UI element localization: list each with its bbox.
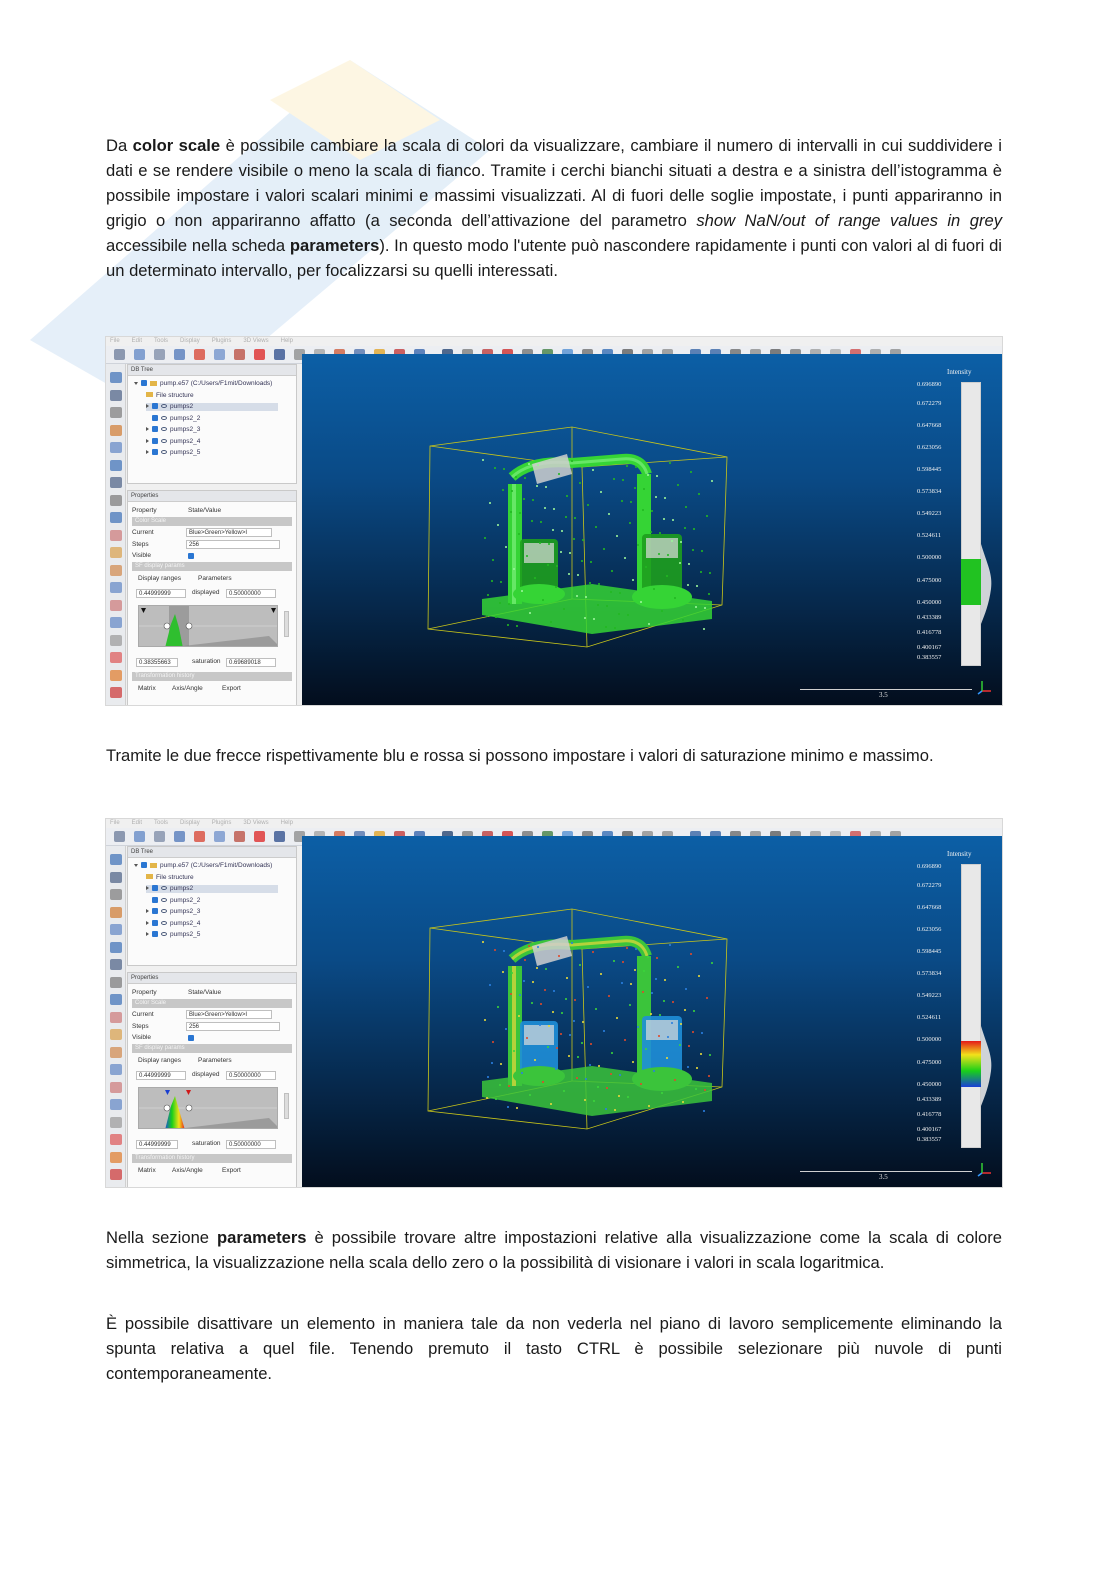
toolbar-tool-icon[interactable] — [214, 349, 225, 360]
tree-item[interactable] — [146, 403, 278, 411]
checkbox-checked-icon[interactable] — [141, 380, 147, 386]
side-tool-icon[interactable] — [110, 1152, 122, 1163]
color-scale-section: Color Scale — [132, 999, 292, 1008]
point-cloud-icon — [161, 450, 167, 454]
tree-item-label: pumps2_2 — [170, 414, 201, 422]
tree-item[interactable] — [152, 897, 200, 905]
saturation-max-spinbox[interactable]: 0.50000000 — [226, 1140, 276, 1149]
axis-trihedron-icon — [976, 679, 992, 695]
expand-arrow-icon[interactable] — [146, 886, 149, 890]
toolbar-tool-icon[interactable] — [134, 831, 145, 842]
checkbox-checked-icon[interactable] — [152, 403, 158, 409]
scale-histogram — [981, 1026, 995, 1106]
properties-title: Properties — [128, 491, 296, 502]
side-tool-icon[interactable] — [110, 635, 122, 646]
3d-viewport[interactable] — [302, 354, 1003, 706]
scale-tick-label: 0.549223 — [917, 992, 942, 999]
visible-row — [132, 1032, 292, 1043]
checkbox-checked-icon[interactable] — [152, 415, 158, 421]
side-tool-icon[interactable] — [110, 1082, 122, 1093]
side-tool-icon[interactable] — [110, 994, 122, 1005]
tree-item-label: pumps2 — [170, 885, 194, 892]
scale-tick-label: 0.696890 — [917, 381, 942, 388]
point-cloud-icon — [161, 921, 167, 925]
toolbar-tool-icon[interactable] — [114, 831, 125, 842]
prop-header-property: Property — [132, 507, 157, 514]
histogram[interactable] — [138, 605, 278, 647]
expand-arrow-icon[interactable] — [146, 439, 149, 443]
menu-item[interactable]: Tools — [154, 338, 169, 344]
expand-arrow-icon[interactable] — [146, 404, 149, 408]
tree-item-label: pumps2_2 — [170, 896, 201, 904]
current-scale-row — [132, 1009, 292, 1020]
tree-item[interactable] — [134, 380, 272, 388]
menu-item[interactable]: Display — [180, 338, 200, 344]
steps-row — [132, 539, 292, 550]
side-tool-icon[interactable] — [110, 495, 122, 506]
menu-item[interactable]: 3D Views — [243, 820, 269, 826]
menu-item[interactable]: Help — [280, 338, 293, 344]
steps-label: Steps — [132, 1023, 149, 1030]
saturation-label: saturation — [192, 1140, 221, 1147]
paragraph-saturation: Tramite le due frecce rispettivamente blu e rossa si possono impostare i valori di saturazione minimo e massimo. — [106, 746, 934, 765]
menu-item[interactable]: Edit — [131, 338, 143, 344]
tree-item-label: pumps2_5 — [170, 449, 201, 456]
transform-tabs — [132, 1165, 292, 1176]
tree-item[interactable] — [146, 931, 200, 939]
visible-checkbox[interactable] — [188, 1035, 194, 1041]
scale-tick-label: 0.400167 — [917, 644, 942, 651]
expand-arrow-icon[interactable] — [134, 382, 138, 385]
scale-tick-label: 0.647668 — [917, 422, 942, 429]
point-cloud-icon — [161, 427, 167, 431]
properties-panel — [127, 972, 297, 1188]
side-tool-icon[interactable] — [110, 565, 122, 576]
point-cloud-icon — [161, 932, 167, 936]
range-min-spinbox[interactable]: 0.44999999 — [136, 1071, 186, 1080]
tree-item-label: pump.e57 (C:/Users/F1mit/Downloads) — [160, 380, 273, 387]
toolbar-tool-icon[interactable] — [254, 349, 265, 360]
transformation-section: Transformation history — [132, 1154, 292, 1163]
scale-tick-label: 0.696890 — [917, 863, 942, 870]
folder-icon — [146, 874, 153, 879]
current-scale-select[interactable]: Blue>Green>Yellow>I — [186, 528, 272, 537]
zoom-scale-line — [800, 1171, 972, 1172]
tab-axis-angle[interactable]: Axis/Angle — [172, 685, 203, 692]
folder-icon — [150, 381, 157, 386]
tree-item[interactable] — [146, 449, 200, 457]
scale-tick-label: 0.433389 — [917, 614, 942, 621]
scale-tick-label: 0.672279 — [917, 882, 942, 889]
tree-item[interactable] — [146, 426, 200, 434]
checkbox-checked-icon[interactable] — [152, 897, 158, 903]
side-tool-icon[interactable] — [110, 477, 122, 488]
point-cloud-icon — [161, 404, 167, 408]
toolbar-tool-icon[interactable] — [234, 349, 245, 360]
properties-panel — [127, 490, 297, 706]
tree-item-label: pumps2_5 — [170, 931, 201, 938]
side-tool-icon[interactable] — [110, 889, 122, 900]
side-tool-icon[interactable] — [110, 1029, 122, 1040]
menu-item[interactable]: Tools — [154, 820, 169, 826]
scale-tick-label: 0.623056 — [917, 444, 942, 451]
tab-matrix[interactable]: Matrix — [138, 1167, 156, 1174]
color-scale-bar — [961, 382, 981, 666]
paragraph-color-scale: Da color scale è possibile cambiare la scala di colori da visualizzare, cambiare il numero di intervalli in cui suddividere i dati e se rendere visibile o meno la scala di fianco. Tramite i cerchi bianchi situati a destra e a sinistra dell’istogramma è possibile impostare i valori scalari minimi e massimi visualizzati. Al di fuori delle soglie impostate, i punti appariranno in grigio o non appariranno affatto (a seconda dell’attivazione del parametro show NaN/out of range values in grey accessibile nella scheda parameters). In questo modo l'utente può nascondere rapidamente i punti con valori al di fuori di un determinato intervallo, per focalizzarsi su quelli interessati. — [106, 136, 1002, 280]
toolbar-tool-icon[interactable] — [114, 349, 125, 360]
side-tool-icon[interactable] — [110, 617, 122, 628]
scale-tick-label: 0.623056 — [917, 926, 942, 933]
left-toolbar — [106, 364, 126, 706]
toolbar-tool-icon[interactable] — [274, 831, 285, 842]
tree-item[interactable] — [146, 908, 200, 916]
steps-label: Steps — [132, 541, 149, 548]
menu-item[interactable]: Plugins — [211, 820, 232, 826]
display-tabs — [132, 1055, 292, 1066]
side-tool-icon[interactable] — [110, 1064, 122, 1075]
displayed-spinbox[interactable]: 0.50000000 — [226, 589, 276, 598]
toolbar-tool-icon[interactable] — [214, 831, 225, 842]
side-tool-icon[interactable] — [110, 907, 122, 918]
sf-display-section: SF display params — [132, 562, 292, 571]
tree-item[interactable] — [146, 438, 200, 446]
range-scrollbar[interactable] — [284, 611, 289, 637]
scale-tick-label: 0.573834 — [917, 970, 942, 977]
tree-item[interactable] — [146, 874, 194, 882]
db-tree-title: DB Tree — [128, 847, 296, 858]
scale-tick-label: 0.383557 — [917, 1136, 942, 1143]
tab-export[interactable]: Export — [222, 1167, 241, 1174]
db-tree-panel — [127, 364, 297, 484]
current-label: Current — [132, 1011, 154, 1018]
db-tree-title: DB Tree — [128, 365, 296, 376]
toolbar-tool-icon[interactable] — [234, 831, 245, 842]
menu-item[interactable]: Edit — [131, 820, 143, 826]
scale-tick-label: 0.383557 — [917, 654, 942, 661]
side-tool-icon[interactable] — [110, 390, 122, 401]
3d-viewport[interactable] — [302, 836, 1003, 1188]
color-scale-section: Color Scale — [132, 517, 292, 526]
scale-tick-label: 0.500000 — [917, 1036, 942, 1043]
prop-header-value: State/Value — [188, 989, 222, 996]
scale-tick-label: 0.450000 — [917, 1081, 942, 1088]
side-tool-icon[interactable] — [110, 1134, 122, 1145]
point-cloud-render — [412, 901, 742, 1141]
checkbox-checked-icon[interactable] — [141, 862, 147, 868]
saturation-min-spinbox[interactable]: 0.44999999 — [136, 1140, 178, 1149]
current-scale-select[interactable]: Blue>Green>Yellow>I — [186, 1010, 272, 1019]
tree-item[interactable] — [152, 415, 200, 423]
checkbox-checked-icon[interactable] — [152, 885, 158, 891]
tree-item[interactable] — [146, 920, 200, 928]
expand-arrow-icon[interactable] — [146, 450, 149, 454]
expand-arrow-icon[interactable] — [146, 932, 149, 936]
tree-item[interactable] — [146, 392, 194, 400]
scale-tick-label: 0.475000 — [917, 577, 942, 584]
tree-item-label: pumps2_3 — [170, 908, 201, 915]
menu-bar — [106, 337, 1002, 346]
steps-spinbox[interactable]: 256 — [186, 1022, 280, 1031]
side-tool-icon[interactable] — [110, 652, 122, 663]
screenshot-cloudcompare-2 — [105, 818, 1003, 1188]
side-tool-icon[interactable] — [110, 670, 122, 681]
menu-item[interactable]: Display — [180, 820, 200, 826]
tree-item-label: pumps2_4 — [170, 919, 201, 927]
transformation-section: Transformation history — [132, 672, 292, 681]
scale-active-band — [961, 559, 981, 605]
toolbar-tool-icon[interactable] — [174, 349, 185, 360]
scale-tick-label: 0.416778 — [917, 629, 942, 636]
side-tool-icon[interactable] — [110, 582, 122, 593]
prop-header-property: Property — [132, 989, 157, 996]
prop-header — [132, 987, 292, 998]
visible-checkbox[interactable] — [188, 553, 194, 559]
saturation-max-spinbox[interactable]: 0.69689018 — [226, 658, 276, 667]
menu-item[interactable]: 3D Views — [243, 338, 269, 344]
steps-spinbox[interactable]: 256 — [186, 540, 280, 549]
side-tool-icon[interactable] — [110, 425, 122, 436]
side-tool-icon[interactable] — [110, 407, 122, 418]
toolbar-tool-icon[interactable] — [154, 349, 165, 360]
tab-axis-angle[interactable]: Axis/Angle — [172, 1167, 203, 1174]
side-tool-icon[interactable] — [110, 460, 122, 471]
checkbox-checked-icon[interactable] — [152, 438, 158, 444]
side-tool-icon[interactable] — [110, 1117, 122, 1128]
zoom-scale-label: 3.5 — [879, 1173, 888, 1181]
properties-title: Properties — [128, 973, 296, 984]
menu-item[interactable]: File — [110, 820, 120, 826]
side-tool-icon[interactable] — [110, 942, 122, 953]
side-tool-icon[interactable] — [110, 687, 122, 698]
scale-tick-label: 0.672279 — [917, 400, 942, 407]
tree-item-label: pump.e57 (C:/Users/F1mit/Downloads) — [160, 862, 273, 869]
scale-tick-label: 0.450000 — [917, 599, 942, 606]
prop-header — [132, 505, 292, 516]
side-tool-icon[interactable] — [110, 547, 122, 558]
screenshot-cloudcompare-1 — [105, 336, 1003, 706]
scale-tick-label: 0.416778 — [917, 1111, 942, 1118]
side-tool-icon[interactable] — [110, 924, 122, 935]
scale-tick-label: 0.524611 — [917, 532, 942, 539]
steps-row — [132, 1021, 292, 1032]
point-cloud-icon — [161, 886, 167, 890]
expand-arrow-icon[interactable] — [146, 909, 149, 913]
display-tabs — [132, 573, 292, 584]
scale-title: Intensity — [947, 368, 972, 376]
scale-tick-label: 0.433389 — [917, 1096, 942, 1103]
checkbox-checked-icon[interactable] — [152, 426, 158, 432]
point-cloud-icon — [161, 416, 167, 420]
side-tool-icon[interactable] — [110, 1099, 122, 1110]
side-tool-icon[interactable] — [110, 1012, 122, 1023]
histogram-graph — [139, 1088, 278, 1129]
tree-item-label: pumps2_4 — [170, 437, 201, 445]
menu-item[interactable]: Plugins — [211, 338, 232, 344]
side-tool-icon[interactable] — [110, 854, 122, 865]
transform-tabs — [132, 683, 292, 694]
point-cloud-icon — [161, 909, 167, 913]
tab-export[interactable]: Export — [222, 685, 241, 692]
displayed-spinbox[interactable]: 0.50000000 — [226, 1071, 276, 1080]
visible-label: Visible — [132, 552, 152, 559]
expand-arrow-icon[interactable] — [146, 921, 149, 925]
tab-matrix[interactable]: Matrix — [138, 685, 156, 692]
paragraph-deactivate: È possibile disattivare un elemento in maniera tale da non vederla nel piano di lavoro semplicemente eliminando la spunta relativa a quel file. Tenendo premuto il tasto CTRL è possibile selezionare più nuvole di punti contemporaneamente. — [106, 1314, 1002, 1383]
zoom-scale-line — [800, 689, 972, 690]
axis-trihedron-icon — [976, 1161, 992, 1177]
tree-item[interactable] — [146, 885, 278, 893]
side-tool-icon[interactable] — [110, 530, 122, 541]
scale-tick-label: 0.598445 — [917, 466, 942, 473]
visible-row — [132, 550, 292, 561]
tree-item-label: File structure — [156, 391, 194, 399]
scale-tick-label: 0.549223 — [917, 510, 942, 517]
side-tool-icon[interactable] — [110, 600, 122, 611]
toolbar-tool-icon[interactable] — [134, 349, 145, 360]
tab-display-ranges[interactable]: Display ranges — [138, 1057, 181, 1064]
side-tool-icon[interactable] — [110, 872, 122, 883]
point-cloud-icon — [161, 898, 167, 902]
checkbox-checked-icon[interactable] — [152, 908, 158, 914]
left-toolbar — [106, 846, 126, 1188]
scale-tick-label: 0.524611 — [917, 1014, 942, 1021]
color-scale-bar — [961, 864, 981, 1148]
menu-item[interactable]: Help — [280, 820, 293, 826]
checkbox-checked-icon[interactable] — [152, 449, 158, 455]
side-tool-icon[interactable] — [110, 977, 122, 988]
zoom-scale-label: 3.5 — [879, 691, 888, 699]
tab-parameters[interactable]: Parameters — [198, 575, 232, 582]
scale-active-band — [961, 1041, 981, 1087]
folder-icon — [150, 863, 157, 868]
scale-histogram — [981, 544, 995, 624]
side-tool-icon[interactable] — [110, 372, 122, 383]
paragraph-parameters: Nella sezione parameters è possibile trovare altre impostazioni relative alla visualizzazione come la scala di colore simmetrica, la visualizzazione nella scala dello zero o la possibilità di visionare i valori in scala logaritmica. — [106, 1228, 1002, 1272]
folder-icon — [146, 392, 153, 397]
toolbar-tool-icon[interactable] — [254, 831, 265, 842]
displayed-label: displayed — [192, 589, 220, 596]
scale-tick-label: 0.400167 — [917, 1126, 942, 1133]
visible-label: Visible — [132, 1034, 152, 1041]
scale-tick-label: 0.500000 — [917, 554, 942, 561]
range-min-spinbox[interactable]: 0.44999999 — [136, 589, 186, 598]
tab-parameters[interactable]: Parameters — [198, 1057, 232, 1064]
toolbar-tool-icon[interactable] — [154, 831, 165, 842]
scale-title: Intensity — [947, 850, 972, 858]
displayed-label: displayed — [192, 1071, 220, 1078]
checkbox-checked-icon[interactable] — [152, 931, 158, 937]
saturation-label: saturation — [192, 658, 221, 665]
side-tool-icon[interactable] — [110, 1169, 122, 1180]
side-tool-icon[interactable] — [110, 959, 122, 970]
histogram-graph — [139, 606, 278, 647]
side-tool-icon[interactable] — [110, 512, 122, 523]
current-label: Current — [132, 529, 154, 536]
db-tree-panel — [127, 846, 297, 966]
tree-item-label: File structure — [156, 873, 194, 881]
scale-tick-label: 0.598445 — [917, 948, 942, 955]
checkbox-checked-icon[interactable] — [152, 920, 158, 926]
point-cloud-render — [412, 419, 742, 659]
saturation-min-spinbox[interactable]: 0.38355663 — [136, 658, 178, 667]
menu-item[interactable]: File — [110, 338, 120, 344]
expand-arrow-icon[interactable] — [134, 864, 138, 867]
toolbar-tool-icon[interactable] — [194, 831, 205, 842]
menu-bar — [106, 819, 1002, 828]
toolbar-tool-icon[interactable] — [274, 349, 285, 360]
range-scrollbar[interactable] — [284, 1093, 289, 1119]
histogram[interactable] — [138, 1087, 278, 1129]
scale-tick-label: 0.647668 — [917, 904, 942, 911]
tree-item[interactable] — [134, 862, 272, 870]
toolbar-tool-icon[interactable] — [194, 349, 205, 360]
side-tool-icon[interactable] — [110, 1047, 122, 1058]
tree-item-label: pumps2_3 — [170, 426, 201, 433]
scale-tick-label: 0.573834 — [917, 488, 942, 495]
sf-display-section: SF display params — [132, 1044, 292, 1053]
toolbar-tool-icon[interactable] — [174, 831, 185, 842]
tab-display-ranges[interactable]: Display ranges — [138, 575, 181, 582]
expand-arrow-icon[interactable] — [146, 427, 149, 431]
prop-header-value: State/Value — [188, 507, 222, 514]
current-scale-row — [132, 527, 292, 538]
side-tool-icon[interactable] — [110, 442, 122, 453]
scale-tick-label: 0.475000 — [917, 1059, 942, 1066]
tree-item-label: pumps2 — [170, 403, 194, 410]
point-cloud-icon — [161, 439, 167, 443]
